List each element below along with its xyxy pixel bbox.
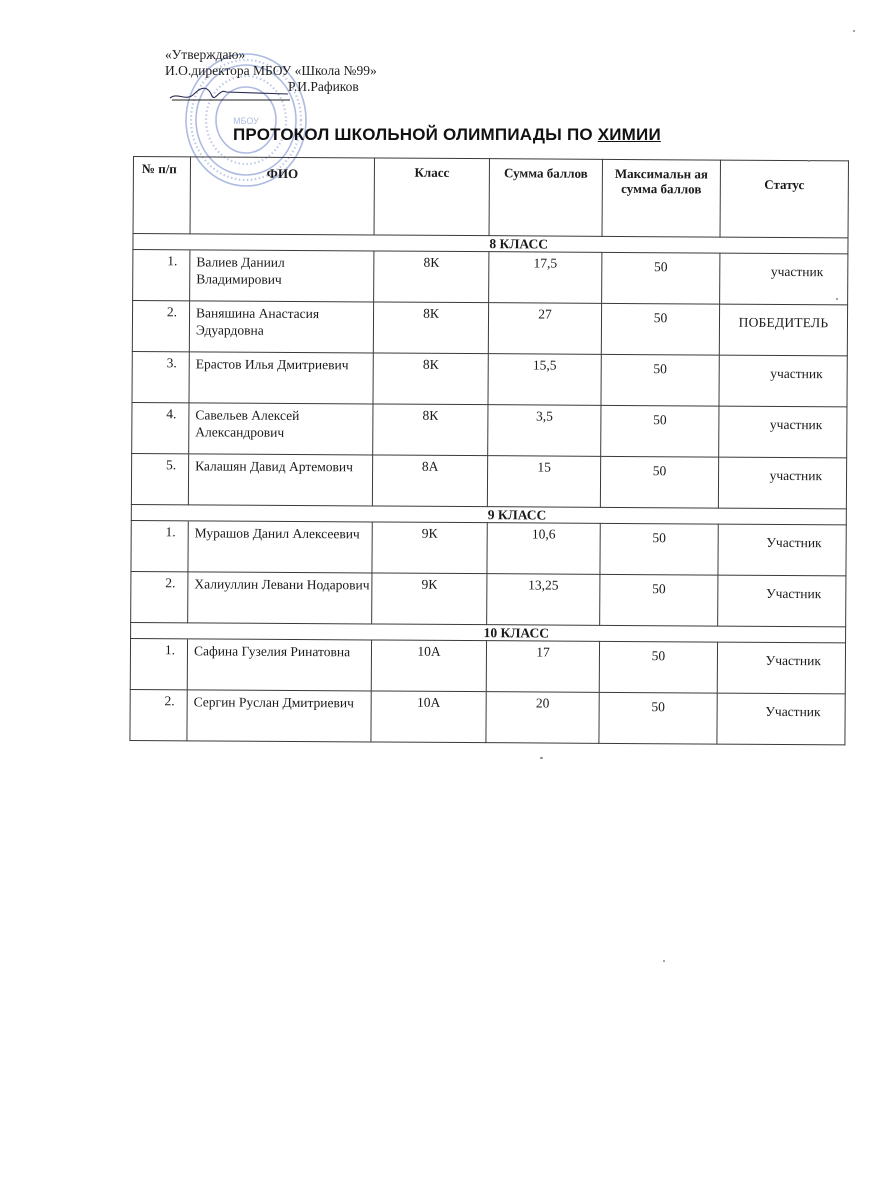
student-class: 9К — [372, 573, 487, 625]
header-status: Статус — [720, 160, 848, 238]
scan-speck — [808, 160, 810, 162]
score-value: 17 — [486, 641, 599, 693]
student-class: 8К — [374, 251, 489, 303]
status-value: Участник — [718, 575, 846, 627]
student-name: Мурашов Данил Алексеевич — [188, 521, 372, 573]
status-value: участник — [719, 406, 847, 458]
row-number: 5. — [131, 453, 188, 504]
table-row — [132, 351, 847, 406]
row-number: 3. — [132, 351, 189, 402]
header-class: Класс — [374, 158, 489, 236]
max-score-value: 50 — [600, 456, 718, 508]
approval-signer: Р.И.Рафиков — [288, 79, 359, 94]
row-number: 1. — [133, 250, 190, 301]
table-body — [130, 234, 848, 745]
student-class: 8А — [372, 455, 487, 507]
score-value: 10,6 — [487, 523, 600, 575]
header-num: № п/п — [133, 157, 190, 234]
score-value: 15,5 — [488, 354, 601, 406]
row-number: 2. — [130, 689, 187, 740]
score-value: 27 — [488, 303, 601, 355]
score-value: 15 — [487, 456, 600, 508]
student-class: 10А — [371, 691, 486, 743]
approval-line-1: «Утверждаю» — [165, 47, 246, 62]
row-number: 4. — [132, 402, 189, 453]
table-row — [131, 453, 846, 508]
status-value: ПОБЕДИТЕЛЬ — [719, 304, 847, 356]
row-number: 2. — [132, 301, 189, 352]
results-table — [129, 156, 849, 745]
table-header-row — [133, 157, 848, 238]
row-number: 1. — [131, 520, 188, 571]
table-row — [131, 520, 846, 575]
max-score-value: 50 — [600, 523, 718, 575]
section-spacer — [133, 234, 190, 250]
student-name: Сафина Гузелия Ринатовна — [187, 639, 371, 691]
section-spacer — [131, 504, 188, 520]
scan-speck — [836, 298, 838, 300]
student-class: 8К — [373, 404, 488, 456]
scan-speck — [663, 960, 665, 962]
table-row — [133, 250, 848, 305]
row-number: 2. — [131, 571, 188, 622]
status-value: участник — [718, 457, 846, 509]
approval-line-2: И.О.директора МБОУ «Школа №99» — [165, 63, 377, 78]
max-score-value: 50 — [600, 574, 718, 626]
student-name: Валиев Даниил Владимирович — [190, 250, 374, 302]
document-title — [233, 125, 661, 145]
max-score-value: 50 — [601, 354, 719, 406]
table-row — [132, 402, 847, 457]
student-name: Калашян Давид Артемович — [188, 454, 372, 506]
title-subject: ХИМИИ — [597, 125, 661, 144]
section-label: 10 КЛАСС — [188, 623, 846, 643]
max-score-value: 50 — [601, 405, 719, 457]
student-name: Сергин Руслан Дмитриевич — [187, 690, 371, 742]
score-value: 3,5 — [488, 405, 601, 457]
status-value: Участник — [717, 693, 845, 745]
header-name: ФИО — [190, 157, 374, 235]
header-score: Сумма баллов — [489, 159, 602, 237]
row-number: 1. — [130, 638, 187, 689]
student-class: 10А — [371, 640, 486, 692]
score-value: 13,25 — [487, 574, 600, 626]
student-name: Савельев Алексей Александрович — [189, 403, 373, 455]
section-label: 9 КЛАСС — [188, 505, 846, 525]
status-value: участник — [719, 355, 847, 407]
student-name: Ерастов Илья Дмитриевич — [189, 352, 373, 404]
header-max: Максимальн ая сумма баллов — [602, 159, 720, 237]
max-score-value: 50 — [599, 641, 717, 693]
title-prefix: ПРОТОКОЛ ШКОЛЬНОЙ ОЛИМПИАДЫ ПО — [233, 125, 598, 144]
max-score-value: 50 — [601, 303, 719, 355]
section-spacer — [131, 622, 188, 638]
section-label: 8 КЛАСС — [190, 234, 848, 254]
table-row — [131, 571, 846, 626]
student-name: Ваняшина Анастасия Эдуардовна — [189, 301, 373, 353]
status-value: Участник — [717, 642, 845, 694]
student-class: 9К — [372, 522, 487, 574]
student-class: 8К — [373, 302, 488, 354]
table-row — [132, 301, 847, 356]
stamp-text: МБОУ — [233, 116, 259, 126]
table-row — [130, 689, 845, 744]
student-class: 8К — [373, 353, 488, 405]
signature-icon — [168, 78, 298, 108]
status-value: участник — [720, 253, 848, 305]
max-score-value: 50 — [602, 252, 720, 304]
student-name: Халиуллин Левани Нодарович — [188, 572, 372, 624]
status-value: Участник — [718, 524, 846, 576]
score-value: 20 — [486, 692, 599, 744]
scan-speck — [540, 757, 543, 759]
scan-speck — [853, 30, 855, 32]
max-score-value: 50 — [599, 692, 717, 744]
score-value: 17,5 — [489, 252, 602, 304]
table-row — [130, 638, 845, 693]
